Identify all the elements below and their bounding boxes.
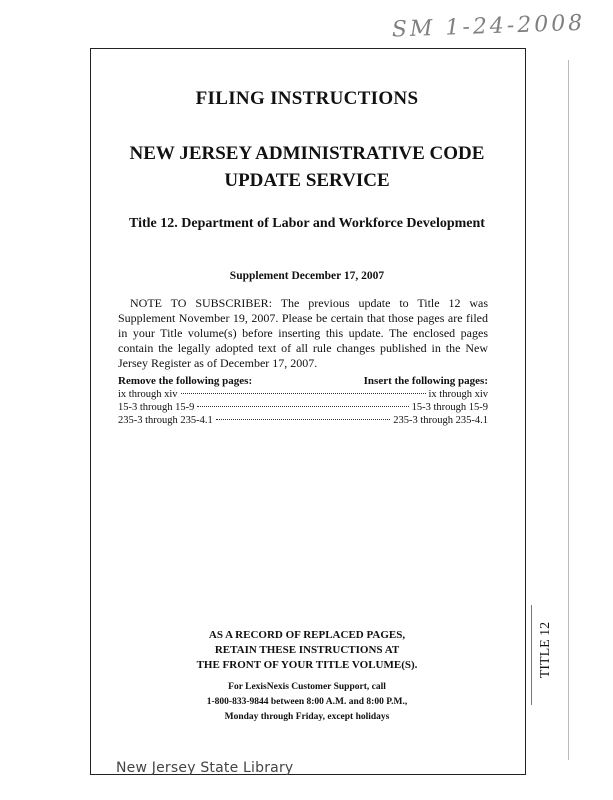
- remove-header: Remove the following pages:: [118, 375, 253, 387]
- page-title: FILING INSTRUCTIONS: [195, 88, 419, 109]
- record-line-3: THE FRONT OF YOUR TITLE VOLUME(S).: [196, 659, 418, 671]
- department-title: Title 12. Department of Labor and Workforce Development: [129, 216, 485, 231]
- dot-leader: [197, 406, 408, 407]
- support-line-1: For LexisNexis Customer Support, call: [228, 682, 386, 692]
- support-line-2: 1-800-833-9844 between 8:00 A.M. and 8:00 P.M.,: [206, 697, 408, 707]
- pages-row: [118, 401, 488, 414]
- insert-pages: 235-3 through 235-4.1: [393, 415, 488, 426]
- insert-header: Insert the following pages:: [363, 375, 488, 387]
- record-line-1: AS A RECORD OF REPLACED PAGES,: [208, 629, 406, 641]
- record-notice: [100, 628, 514, 673]
- code-title: [100, 140, 514, 194]
- pages-table: [118, 375, 488, 427]
- supplement-date: Supplement December 17, 2007: [229, 270, 385, 282]
- pages-row: [118, 388, 488, 401]
- pages-table-header: [118, 375, 488, 387]
- subscriber-note: NOTE TO SUBSCRIBER: The previous update to Title 12 was Supplement November 19, 2007. Please be certain that those pages are filed in your Title volume(s) before inserting this update. The enclosed pages contain the legally adopted text of all rule changes published in the New Jersey Register as of December 17, 2007.: [118, 296, 488, 370]
- library-stamp: New Jersey State Library: [116, 760, 294, 776]
- code-title-line2: UPDATE SERVICE: [224, 170, 390, 191]
- remove-pages: 235-3 through 235-4.1: [118, 415, 213, 426]
- pages-row: [118, 414, 488, 427]
- insert-pages: 15-3 through 15-9: [411, 402, 488, 413]
- insert-pages: ix through xiv: [428, 389, 488, 400]
- support-info: [100, 680, 514, 725]
- remove-pages: 15-3 through 15-9: [118, 402, 195, 413]
- support-line-3: Monday through Friday, except holidays: [224, 712, 390, 722]
- code-title-line1: NEW JERSEY ADMINISTRATIVE CODE: [129, 143, 485, 164]
- remove-pages: ix through xiv: [118, 389, 178, 400]
- side-tab-label: TITLE 12: [538, 621, 553, 679]
- handwritten-annotation: SM 1-24-2008: [391, 10, 586, 43]
- dot-leader: [181, 393, 426, 394]
- dot-leader: [216, 419, 390, 420]
- record-line-2: RETAIN THESE INSTRUCTIONS AT: [214, 644, 400, 656]
- binding-edge-line: [568, 60, 569, 760]
